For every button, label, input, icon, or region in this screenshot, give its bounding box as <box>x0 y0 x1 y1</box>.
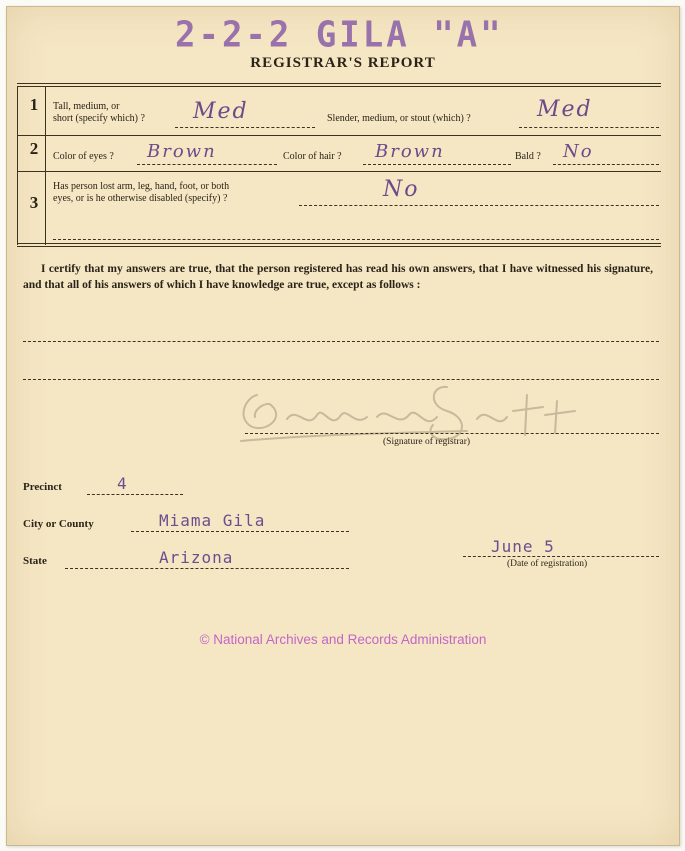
precinct-fill-line <box>87 494 183 495</box>
row-1-rule <box>17 135 661 136</box>
disabled-fill-line-2 <box>53 239 659 240</box>
hair-value: Brown <box>375 141 445 162</box>
state-fill-line <box>65 568 349 569</box>
row-1-number: 1 <box>29 95 39 114</box>
disabled-label-line2: eyes, or is he otherwise disabled (specify) ? <box>53 193 228 204</box>
eyes-fill-line <box>137 164 277 165</box>
bottom-rule <box>17 243 661 247</box>
signature-caption: (Signature of registrar) <box>383 437 471 447</box>
row-3-number: 3 <box>29 193 39 212</box>
disabled-label-line1: Has person lost arm, leg, hand, foot, or both <box>53 181 230 192</box>
eyes-label: Color of eyes ? <box>53 151 114 162</box>
hair-label: Color of hair ? <box>283 151 342 162</box>
number-column-divider <box>45 87 46 245</box>
disabled-fill-line <box>299 205 659 206</box>
header-stamp: 2-2-2 GILA "A" <box>175 14 504 56</box>
signature-line <box>245 433 659 434</box>
disabled-value: No <box>383 177 420 202</box>
build-value: Med <box>537 97 593 122</box>
height-value: Med <box>193 99 249 124</box>
build-fill-line <box>519 127 659 128</box>
bald-value: No <box>563 141 594 162</box>
city-label: City or County <box>23 518 94 530</box>
report-title: REGISTRAR'S REPORT <box>250 55 436 71</box>
height-label-line1: Tall, medium, or <box>53 101 120 112</box>
hair-fill-line <box>363 164 511 165</box>
date-fill-line <box>463 556 659 557</box>
build-label: Slender, medium, or stout (which) ? <box>327 113 471 124</box>
height-fill-line <box>175 127 315 128</box>
bald-fill-line <box>553 164 659 165</box>
certification-text: I certify that my answers are true, that the person registered has read his own answers, that I have witnessed his signature, and that all of his answers of which I have knowledge are true, except as follows : <box>23 263 653 291</box>
state-value: Arizona <box>159 548 234 567</box>
date-caption: (Date of registration) <box>507 559 588 569</box>
city-value: Miama Gila <box>159 511 266 530</box>
state-label: State <box>23 555 47 567</box>
eyes-value: Brown <box>147 141 217 162</box>
city-fill-line <box>131 531 349 532</box>
bald-label: Bald ? <box>515 151 541 162</box>
date-value: June 5 <box>491 537 555 556</box>
registrar-report-card <box>6 6 680 846</box>
top-rule <box>17 83 661 87</box>
row-2-rule <box>17 171 661 172</box>
copyright-watermark: © National Archives and Records Administration <box>199 632 487 647</box>
precinct-value: 4 <box>117 474 128 493</box>
box-left-edge <box>17 87 18 245</box>
exceptions-line-1 <box>23 341 659 342</box>
row-2-number: 2 <box>29 139 39 158</box>
precinct-label: Precinct <box>23 481 62 493</box>
height-label-line2: short (specify which) ? <box>53 113 145 124</box>
